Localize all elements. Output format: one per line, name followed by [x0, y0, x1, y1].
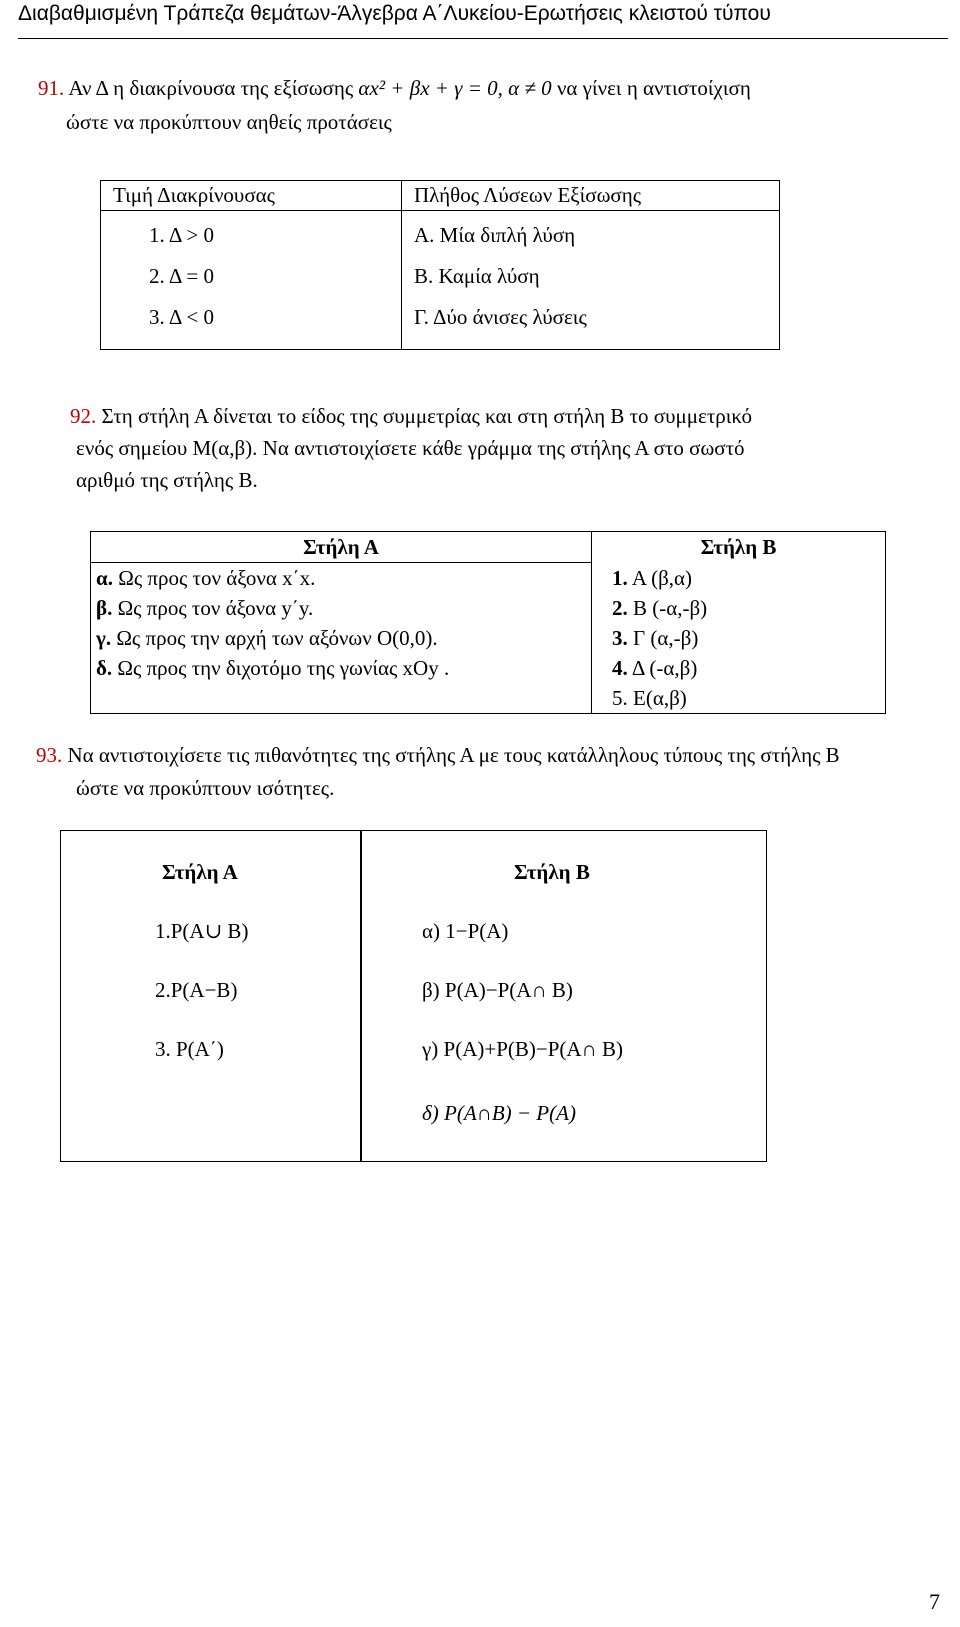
- q93-col-a-header: Στήλη Α: [162, 860, 238, 884]
- q93-col-b-header: Στήλη Β: [514, 860, 590, 884]
- q92-number: 92.: [70, 404, 97, 428]
- q92-a-text: Ως προς τον άξονα y΄y.: [112, 596, 314, 620]
- q93-line2: ώστε να προκύπτουν ισότητες.: [76, 776, 335, 800]
- q92-b-text: Β (-α,-β): [627, 596, 708, 620]
- q93-b-item: β) Ρ(Α)−Ρ(Α∩ Β): [422, 978, 573, 1002]
- q91-a-item: 3. Δ < 0: [149, 305, 215, 329]
- q93-a-item: 1.Ρ(Α∪ Β): [155, 919, 249, 943]
- q92-a-cell: [91, 653, 592, 683]
- q92-b-label: 5.: [612, 686, 628, 710]
- table-row: [91, 653, 886, 683]
- q92-col-a-header: Στήλη Α: [91, 532, 592, 563]
- q92-a-text: Ως προς τον άξονα x΄x.: [112, 566, 316, 590]
- header-title: Διαβαθμισμένη Τράπεζα θεμάτων-Άλγεβρα Α΄Λυκείου-Ερωτήσεις κλειστού τύπου: [18, 2, 771, 25]
- q92-line1: [70, 400, 752, 433]
- q92-text: Στη στήλη Α δίνεται το είδος της συμμετρίας και στη στήλη Β το συμμετρικό: [96, 404, 753, 428]
- table-row: [91, 563, 886, 594]
- q92-a-cell: [91, 623, 592, 653]
- q91-line1: [38, 72, 751, 105]
- q91-b-item: Γ. Δύο άνισες λύσεις: [414, 305, 587, 329]
- q91-a-item: 1. Δ > 0: [149, 223, 215, 247]
- q92-b-label: 2.: [612, 596, 628, 620]
- q91-equation: αx² + βx + γ = 0, α ≠ 0: [358, 76, 552, 100]
- q92-a-label: β.: [96, 596, 113, 620]
- q92-b-cell: [592, 653, 886, 683]
- q92-a-cell: [91, 563, 592, 594]
- q92-b-label: 1.: [612, 565, 628, 590]
- q92-line3: αριθμό της στήλης Β.: [76, 468, 258, 492]
- q92-a-text: Ως προς την αρχή των αξόνων Ο(0,0).: [111, 626, 438, 650]
- q92-table: [90, 531, 886, 714]
- q91-a-item: 2. Δ = 0: [149, 264, 215, 288]
- page-number: 7: [929, 1589, 940, 1614]
- q92-b-cell: [592, 563, 886, 594]
- q92-a-cell: [91, 593, 592, 623]
- table-row: [91, 683, 886, 714]
- q92-a-text: Ως προς την διχοτόμο της γωνίας xOy .: [112, 656, 450, 680]
- q92-b-text: Δ (-α,β): [627, 656, 698, 680]
- q91-col-b: [402, 211, 780, 350]
- q91-col-b-header: Πλήθος Λύσεων Εξίσωσης: [402, 181, 780, 211]
- q93-table-divider: [360, 830, 362, 1162]
- q92-b-label: 3.: [612, 626, 628, 650]
- q92-col-b-header: Στήλη Β: [592, 532, 886, 563]
- q92-line2: ενός σημείου Μ(α,β). Να αντιστοιχίσετε κάθε γράμμα της στήλης Α στο σωστό: [76, 436, 745, 460]
- q91-b-item: Β. Καμία λύση: [414, 264, 540, 288]
- table-row: [91, 623, 886, 653]
- q92-b-label: 4.: [612, 656, 628, 680]
- q92-b-cell: [592, 623, 886, 653]
- q92-b-cell: [592, 683, 886, 714]
- page-header: [18, 0, 948, 39]
- q92-b-cell: [592, 593, 886, 623]
- q91-table: [100, 180, 780, 350]
- q92-b-text: Ε(α,β): [627, 686, 687, 710]
- q92-a-label: γ.: [96, 626, 112, 650]
- q91-col-a: [101, 211, 402, 350]
- q93-a-item: 3. Ρ(Α΄): [155, 1037, 224, 1061]
- q91-line2: ώστε να προκύπτουν αηθείς προτάσεις: [66, 110, 392, 134]
- q92-a-label: δ.: [96, 656, 113, 680]
- q93-b-item: γ) Ρ(Α)+Ρ(Β)−Ρ(Α∩ Β): [422, 1037, 623, 1061]
- q91-text-after: να γίνει η αντιστοίχιση: [551, 76, 751, 100]
- q91-number: 91.: [38, 76, 65, 100]
- q92-b-text: Α (β,α): [627, 565, 693, 590]
- q91-col-a-header: Τιμή Διακρίνουσας: [101, 181, 402, 211]
- q93-b-item: α) 1−Ρ(Α): [422, 919, 509, 943]
- q92-a-cell: [91, 683, 592, 714]
- q92-a-label: α.: [96, 566, 113, 590]
- q93-b-item: δ) P(A∩B) − P(A): [422, 1101, 576, 1125]
- q93-a-item: 2.Ρ(Α−Β): [155, 978, 238, 1002]
- q93-text: Να αντιστοιχίσετε τις πιθανότητες της στήλης Α με τους κατάλληλους τύπους της στήλης Β: [62, 743, 840, 767]
- q91-b-item: Α. Μία διπλή λύση: [414, 223, 576, 247]
- q93-number: 93.: [36, 743, 63, 767]
- q91-text-before: Αν Δ η διακρίνουσα της εξίσωσης: [64, 76, 359, 100]
- table-row: [91, 593, 886, 623]
- q93-line1: [36, 739, 840, 772]
- q92-b-text: Γ (α,-β): [627, 626, 699, 650]
